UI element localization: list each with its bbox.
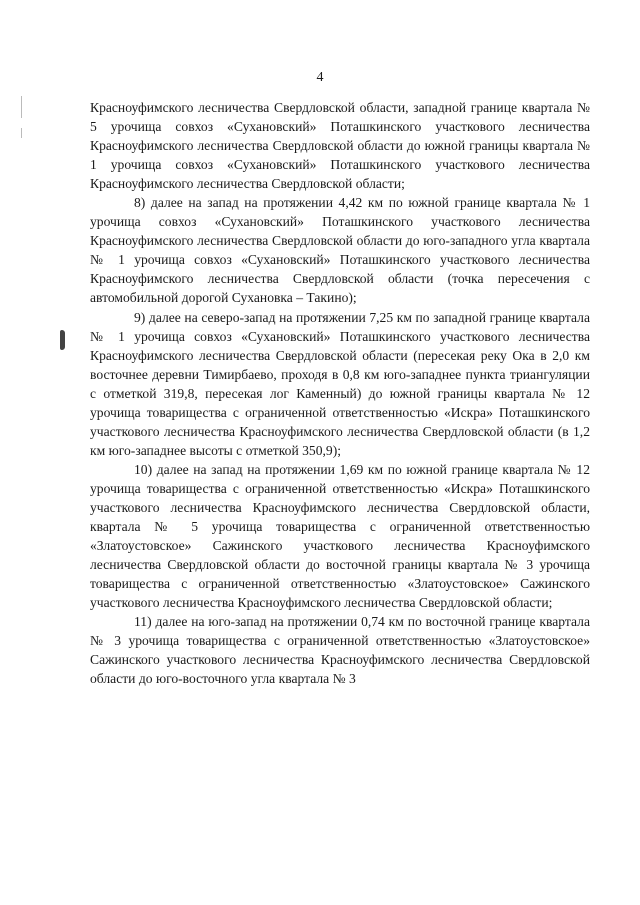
paragraph-item-11: 11) далее на юго-запад на протяжении 0,74 км по восточной границе квартала № 3 урочища товарищества с ограниченной ответственностью «Златоустовское» Сажинского участкового лесничества Красноуфимского лесничества Свердловской области до юго-восточного угла квартала № 3 [90, 614, 590, 687]
document-body [90, 98, 590, 688]
paragraph-item-10: 10) далее на запад на протяжении 1,69 км по южной границе квартала № 12 урочища товарищества с ограниченной ответственностью «Искра» Поташкинского участкового лесничества Красноуфимского лесничества Свердловской области, квартала № 5 урочища товарищества с ограниченной ответственностью «Златоустовское» Сажинского участкового лесничества Красноуфимского лесничества Свердловской области до восточной границы квартала № 3 урочища товарищества с ограниченной ответственностью «Златоустовское» Сажинского участкового лесничества Красноуфимского лесничества Свердловской области; [90, 461, 590, 611]
scan-artifact [21, 128, 22, 138]
scan-artifact [60, 330, 65, 350]
paragraph-item-9: 9) далее на северо-запад на протяжении 7,25 км по западной границе квартала № 1 урочища совхоз «Сухановский» Поташкинского участкового лесничества Красноуфимского лесничества Свердловской области (пересекая реку Ока в 2,0 км восточнее деревни Тимирбаево, проходя в 0,8 км юго-западнее пункта триангуляции с отметкой 319,8, пересекая лог Каменный) до южной границы квартала № 12 урочища товарищества с ограниченной ответственностью «Искра» Поташкинского участкового лесничества Красноуфимского лесничества Свердловской области (в 1,2 км юго-западнее высоты с отметкой 350,9); [90, 309, 590, 458]
scan-artifact [21, 96, 22, 118]
paragraph-continuation: Красноуфимского лесничества Свердловской области, западной границе квартала № 5 урочища совхоз «Сухановский» Поташкинского участкового лесничества Красноуфимского лесничества Свердловской области до южной границы квартала № 1 урочища совхоз «Сухановский» Поташкинского участкового лесничества Красноуфимского лесничества Свердловской области; [90, 100, 590, 192]
page-number: 4 [316, 70, 324, 85]
paragraph-item-8: 8) далее на запад на протяжении 4,42 км по южной границе квартала № 1 урочища совхоз «Сухановский» Поташкинского участкового лесничества Красноуфимского лесничества Свердловской области до юго-западного угла квартала № 1 урочища совхоз «Сухановский» Поташкинского участкового лесничества Красноуфимского лесничества Свердловской области (точка пересечения с автомобильной дорогой Сухановка – Такино); [90, 195, 590, 306]
